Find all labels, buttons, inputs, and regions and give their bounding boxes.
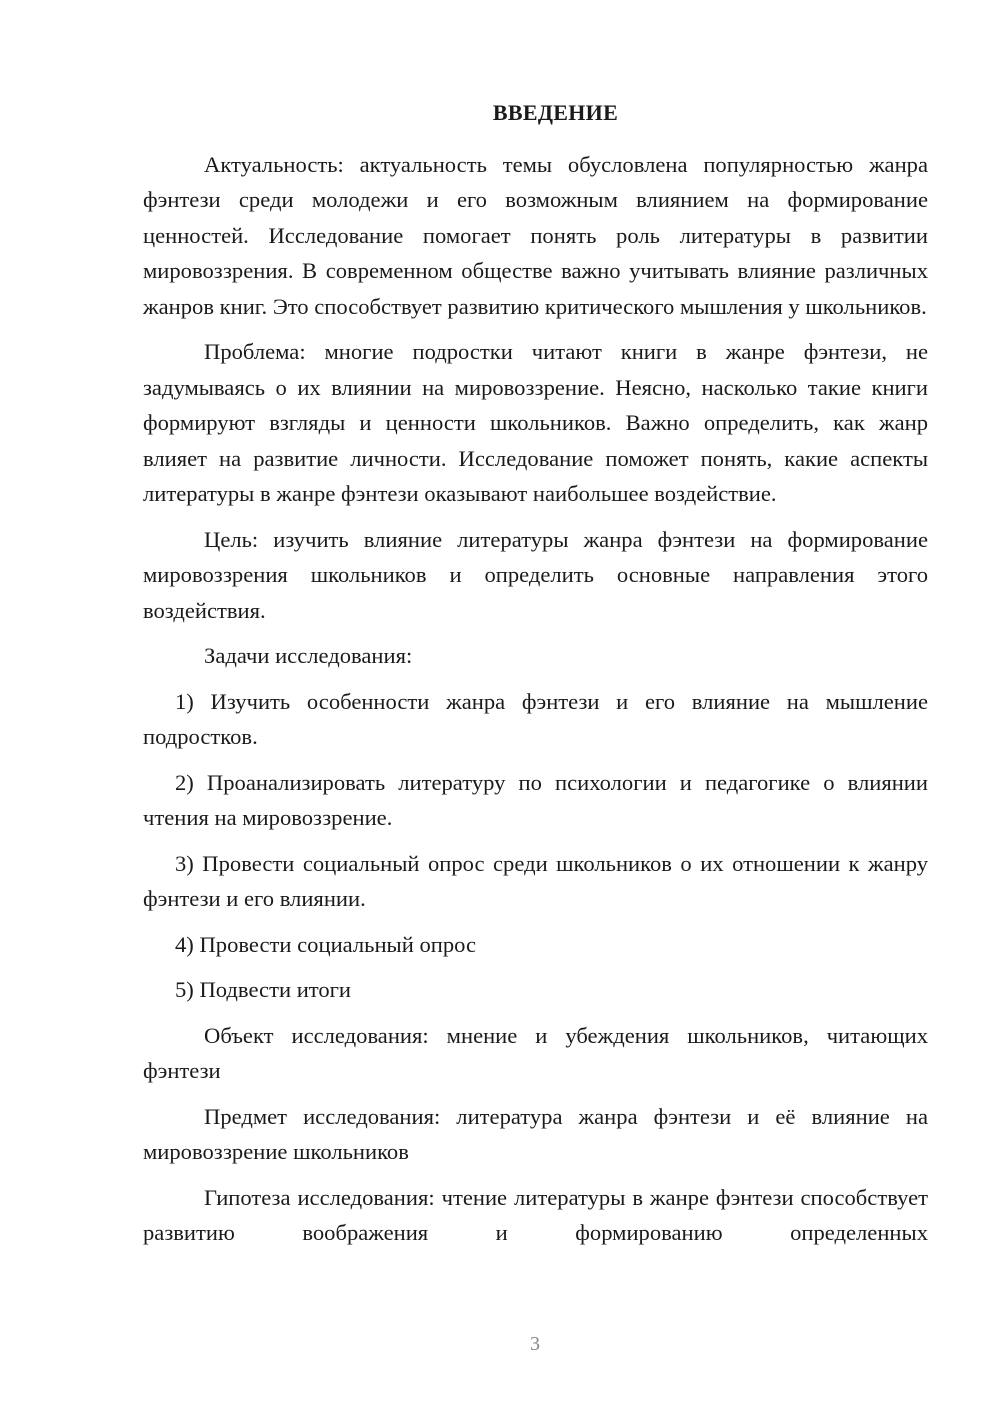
- section-title: ВВЕДЕНИЕ: [492, 100, 619, 125]
- task-item-4: 4) Провести социальный опрос: [175, 931, 477, 957]
- paragraph-hypothesis: Гипотеза исследования: чтение литературы в жанре фэнтези способствует развитию воображения и формированию определенных: [143, 1184, 928, 1245]
- document-page: [143, 95, 928, 1261]
- task-item-1: 1) Изучить особенности жанра фэнтези и его влияние на мышление подростков.: [143, 688, 928, 749]
- paragraph-subject: Предмет исследования: литература жанра фэнтези и её влияние на мировоззрение школьников: [143, 1103, 928, 1164]
- paragraph-relevance: Актуальность: актуальность темы обусловлена популярностью жанра фэнтези среди молодежи и его возможным влиянием на формирование ценностей. Исследование помогает понять роль литературы в развитии мировоззрения. В современном обществе важно учитывать влияние различных жанров книг. Это способствует развитию критического мышления у школьников.: [143, 151, 928, 319]
- paragraph-problem: Проблема: многие подростки читают книги в жанре фэнтези, не задумываясь о их влиянии на мировоззрение. Неясно, насколько такие книги формируют взгляды и ценности школьников. Важно определить, как жанр влияет на развитие личности. Исследование поможет понять, какие аспекты литературы в жанре фэнтези оказывают наибольшее воздействие.: [143, 339, 928, 506]
- page-number: 3: [530, 1333, 540, 1355]
- tasks-heading: Задачи исследования:: [204, 643, 413, 668]
- task-item-2: 2) Проанализировать литературу по психологии и педагогике о влиянии чтения на мировоззрение.: [143, 769, 928, 830]
- paragraph-object: Объект исследования: мнение и убеждения школьников, читающих фэнтези: [143, 1022, 928, 1083]
- task-item-3: 3) Провести социальный опрос среди школьников о их отношении к жанру фэнтези и его влиянии.: [143, 850, 928, 911]
- task-item-5: 5) Подвести итоги: [175, 977, 352, 1002]
- paragraph-goal: Цель: изучить влияние литературы жанра фэнтези на формирование мировоззрения школьников и определить основные направления этого воздействия.: [143, 526, 928, 623]
